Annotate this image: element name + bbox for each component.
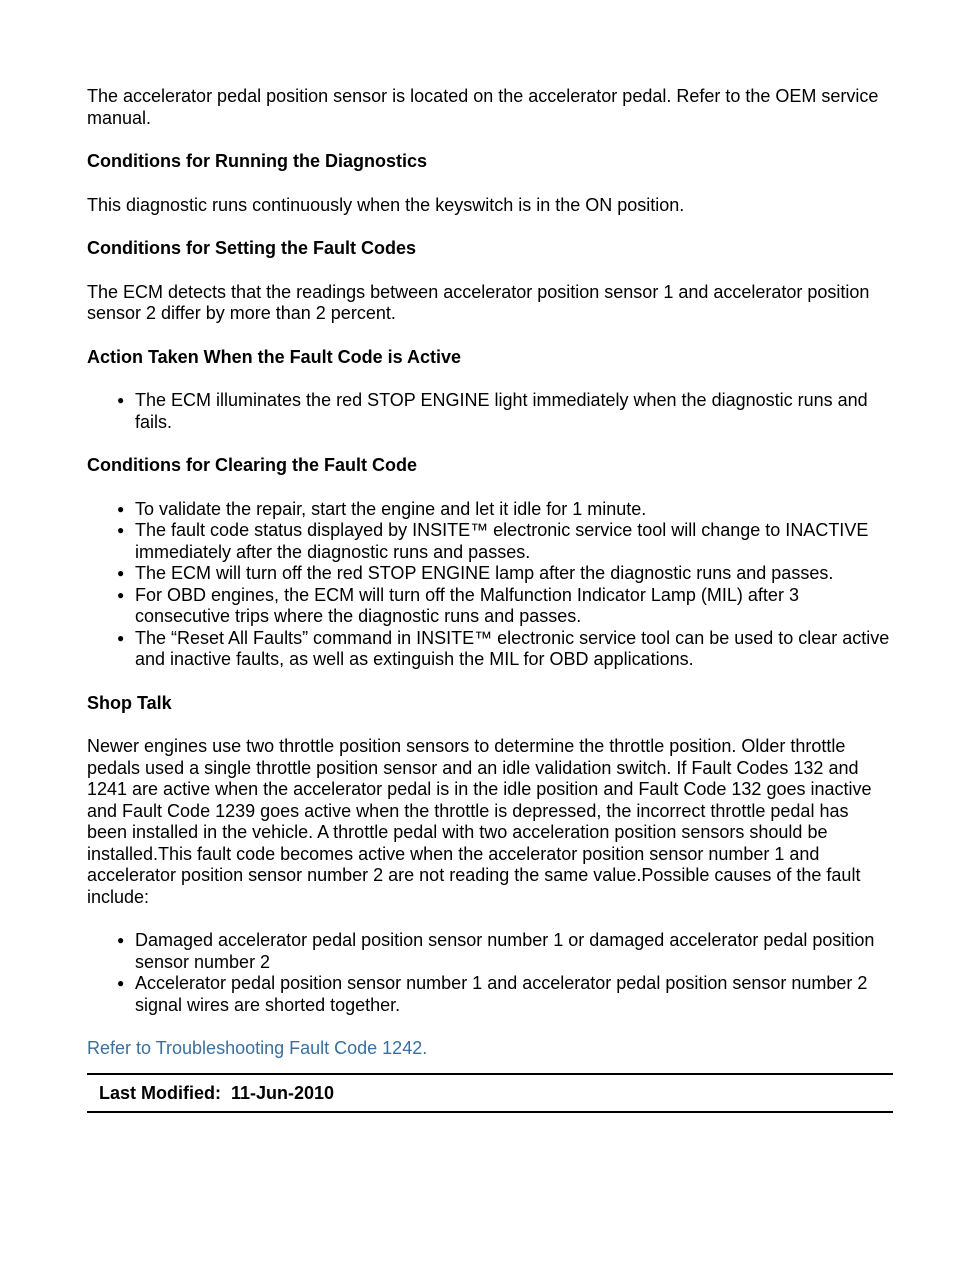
last-modified-date: 11-Jun-2010 (231, 1082, 335, 1103)
running-diagnostics-text: This diagnostic runs continuously when the keyswitch is in the ON position. (87, 194, 685, 215)
heading-action-taken: Action Taken When the Fault Code is Active (87, 346, 462, 367)
list-item: ● The fault code status displayed by INSITE™ electronic service tool will change to INACTIVE immediately after the diagnostic runs and passes. (117, 520, 869, 562)
bullet-icon: ● (117, 976, 125, 990)
last-modified-label: Last Modified: (99, 1082, 221, 1103)
list-item: ● For OBD engines, the ECM will turn off the Malfunction Indicator Lamp (MIL) after 3 consecutive trips where the diagnostic runs and passes. (117, 584, 799, 626)
action-taken-list (87, 390, 893, 433)
setting-fault-codes-text: The ECM detects that the readings between accelerator position sensor 1 and accelerator position sensor 2 differ by more than 2 percent. (87, 281, 870, 323)
list-item: ● To validate the repair, start the engine and let it idle for 1 minute. (117, 498, 647, 519)
list-item: ● The ECM illuminates the red STOP ENGINE light immediately when the diagnostic runs and fails. (117, 390, 868, 432)
bullet-icon: ● (117, 566, 125, 580)
heading-running-diagnostics: Conditions for Running the Diagnostics (87, 151, 427, 171)
bullet-icon: ● (117, 523, 125, 537)
bullet-icon: ● (117, 587, 125, 602)
document-page (87, 86, 893, 1113)
list-item: ● Accelerator pedal position sensor number 1 and accelerator pedal position sensor number 2 signal wires are shorted together. (117, 973, 868, 1015)
list-item: ● The ECM will turn off the red STOP ENGINE lamp after the diagnostic runs and passes. (117, 563, 834, 583)
list-item: ● The “Reset All Faults” command in INSITE™ electronic service tool can be used to clear active and inactive faults, as well as extinguish the MIL for OBD applications. (117, 627, 890, 669)
bullet-icon: ● (117, 501, 125, 516)
shop-talk-causes-list (87, 930, 893, 1016)
last-modified-footer (87, 1073, 893, 1114)
heading-shop-talk: Shop Talk (87, 692, 172, 713)
bullet-icon: ● (117, 630, 125, 645)
bullet-icon: ● (117, 393, 125, 407)
shop-talk-text: Newer engines use two throttle position sensors to determine the throttle position. Older throttle pedals used a single throttle position sensor and an idle validation switch. If Fault Codes 132 and 1241 are active when the accelerator pedal is in the idle position and Fault Code 132 goes inactive and Fault Code 1239 goes active when the throttle is depressed, the incorrect throttle pedal has been installed in the vehicle. A throttle pedal with two acceleration position sensors should be installed.This fault code becomes active when the accelerator position sensor number 1 and accelerator position sensor number 2 are not reading the same value.Possible causes of the fault include: (87, 736, 872, 907)
intro-paragraph: The accelerator pedal position sensor is located on the accelerator pedal. Refer to the OEM service manual. (87, 86, 879, 128)
heading-clearing-fault-code: Conditions for Clearing the Fault Code (87, 455, 417, 475)
clearing-fault-code-list (87, 499, 893, 671)
bullet-icon: ● (117, 933, 125, 947)
troubleshooting-link[interactable]: Refer to Troubleshooting Fault Code 1242. (87, 1038, 428, 1058)
list-item: ● Damaged accelerator pedal position sensor number 1 or damaged accelerator pedal position sensor number 2 (117, 930, 875, 972)
heading-setting-fault-codes: Conditions for Setting the Fault Codes (87, 238, 416, 258)
